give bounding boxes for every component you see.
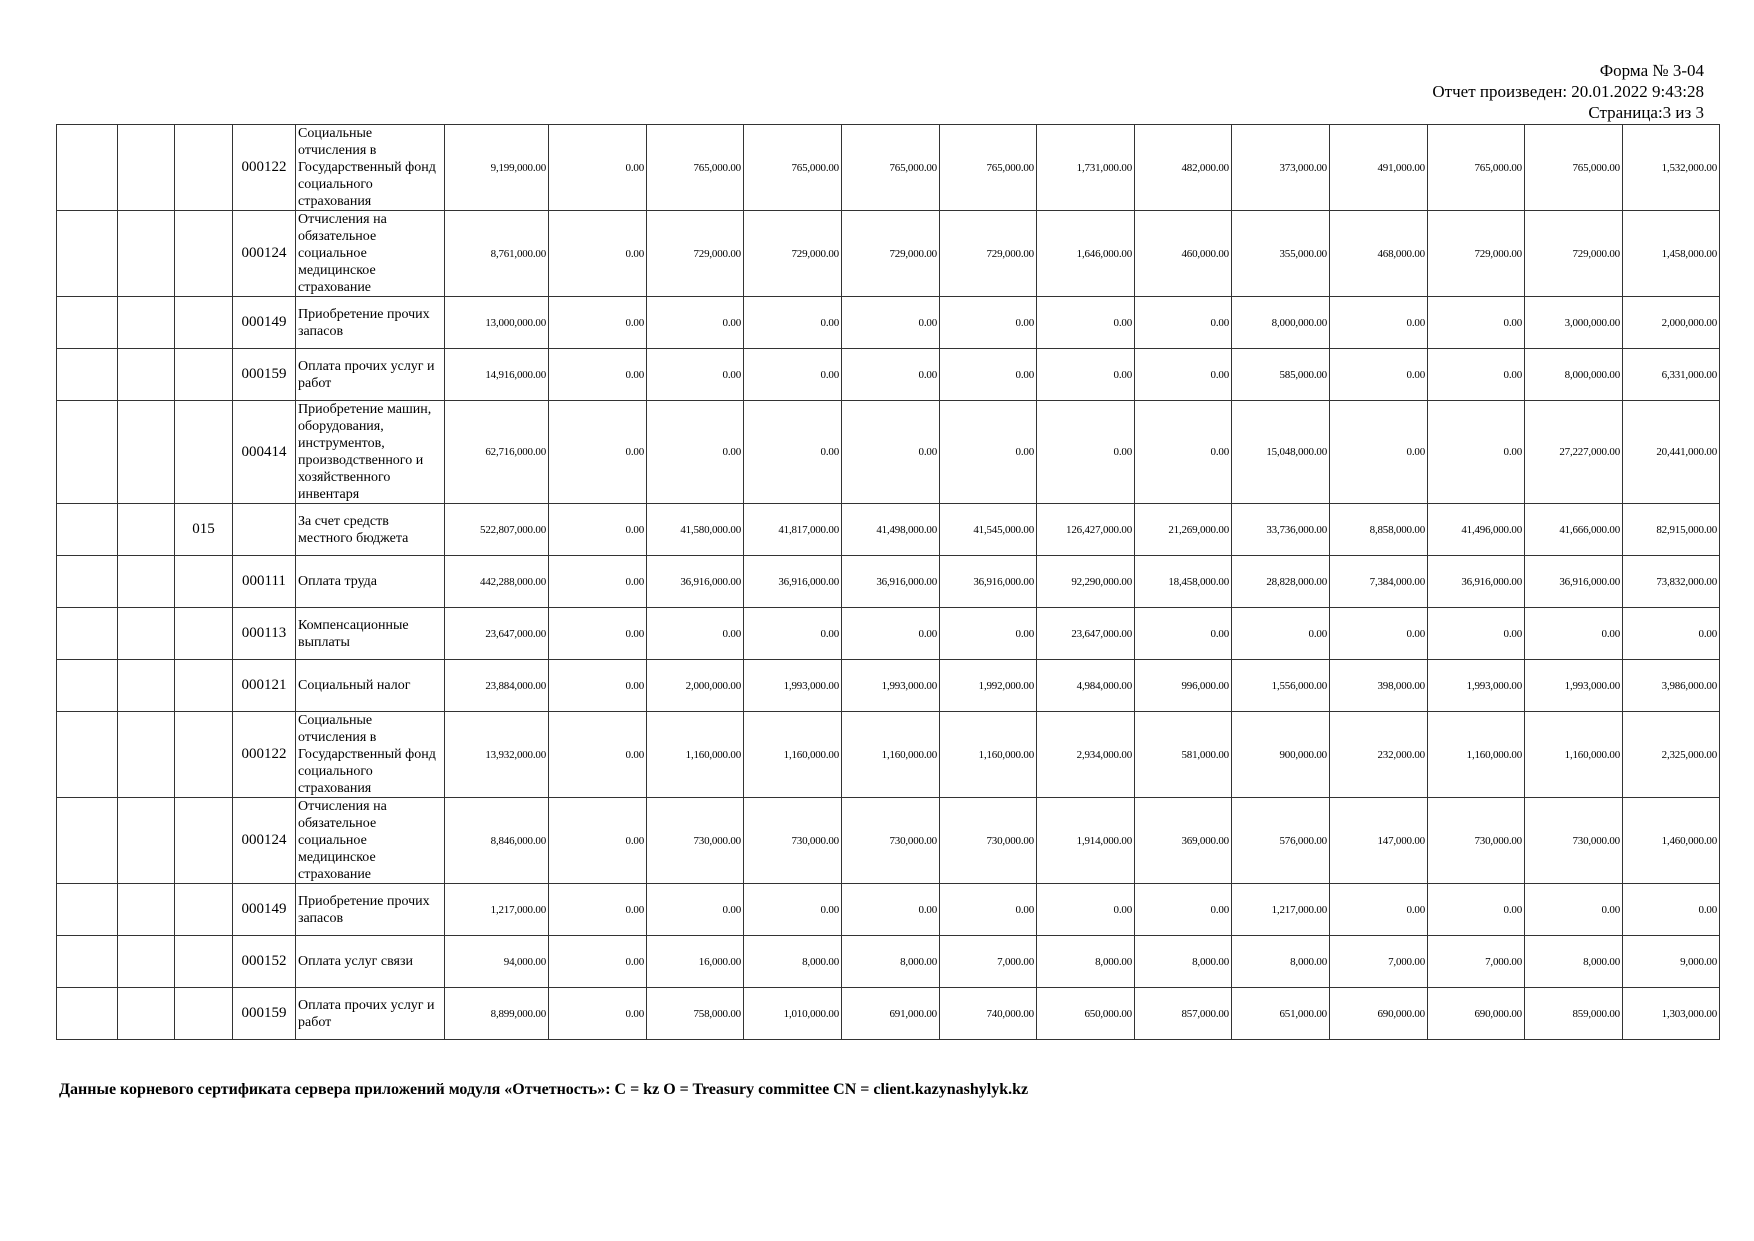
code-cell [57,401,118,504]
amount-cell: 0.00 [940,884,1037,936]
annual-total-cell: 23,884,000.00 [445,660,549,712]
page-indicator: Страница:3 из 3 [1588,103,1704,122]
amount-cell: 2,934,000.00 [1037,712,1135,798]
amount-cell: 0.00 [549,712,647,798]
item-name-cell: Приобретение прочих запасов [296,297,445,349]
amount-cell: 0.00 [1428,401,1525,504]
amount-cell: 1,914,000.00 [1037,798,1135,884]
specifics-code-cell: 000159 [233,349,296,401]
amount-cell: 7,000.00 [940,936,1037,988]
amount-cell: 729,000.00 [842,211,940,297]
program-code-cell [175,712,233,798]
specifics-code-cell: 000152 [233,936,296,988]
amount-cell: 7,000.00 [1330,936,1428,988]
amount-cell: 369,000.00 [1135,798,1232,884]
amount-cell: 0.00 [744,401,842,504]
table-row [57,297,1720,349]
program-code-cell [175,936,233,988]
amount-cell: 147,000.00 [1330,798,1428,884]
table-row [57,211,1720,297]
amount-cell: 690,000.00 [1428,988,1525,1040]
amount-cell: 41,817,000.00 [744,504,842,556]
report-generated-timestamp: Отчет произведен: 20.01.2022 9:43:28 [1432,82,1704,101]
amount-cell: 33,736,000.00 [1232,504,1330,556]
amount-cell: 1,731,000.00 [1037,125,1135,211]
amount-cell: 0.00 [1330,608,1428,660]
amount-cell: 41,545,000.00 [940,504,1037,556]
amount-cell: 859,000.00 [1525,988,1623,1040]
code-cell [118,712,175,798]
amount-cell: 0.00 [1330,349,1428,401]
amount-cell: 6,331,000.00 [1623,349,1720,401]
code-cell [57,125,118,211]
item-name-cell: За счет средств местного бюджета [296,504,445,556]
amount-cell: 7,000.00 [1428,936,1525,988]
table-row [57,884,1720,936]
amount-cell: 0.00 [549,401,647,504]
amount-cell: 9,000.00 [1623,936,1720,988]
amount-cell: 482,000.00 [1135,125,1232,211]
item-name-cell: Социальные отчисления в Государственный фонд социального страхования [296,712,445,798]
amount-cell: 1,646,000.00 [1037,211,1135,297]
amount-cell: 0.00 [1428,884,1525,936]
amount-cell: 730,000.00 [842,798,940,884]
amount-cell: 765,000.00 [744,125,842,211]
table-row [57,401,1720,504]
amount-cell: 0.00 [940,608,1037,660]
amount-cell: 0.00 [1135,401,1232,504]
specifics-code-cell: 000124 [233,211,296,297]
amount-cell: 729,000.00 [1428,211,1525,297]
code-cell [57,504,118,556]
amount-cell: 729,000.00 [1525,211,1623,297]
amount-cell: 0.00 [1037,401,1135,504]
amount-cell: 0.00 [549,125,647,211]
amount-cell: 2,325,000.00 [1623,712,1720,798]
amount-cell: 0.00 [842,349,940,401]
amount-cell: 0.00 [1525,608,1623,660]
item-name-cell: Компенсационные выплаты [296,608,445,660]
program-code-cell [175,125,233,211]
annual-total-cell: 13,000,000.00 [445,297,549,349]
amount-cell: 27,227,000.00 [1525,401,1623,504]
item-name-cell: Приобретение прочих запасов [296,884,445,936]
specifics-code-cell: 000122 [233,712,296,798]
budget-report-table [56,124,1720,1040]
specifics-code-cell: 000122 [233,125,296,211]
amount-cell: 1,532,000.00 [1623,125,1720,211]
code-cell [57,556,118,608]
specifics-code-cell: 000113 [233,608,296,660]
program-code-cell [175,608,233,660]
item-name-cell: Оплата труда [296,556,445,608]
amount-cell: 730,000.00 [1428,798,1525,884]
amount-cell: 41,496,000.00 [1428,504,1525,556]
amount-cell: 0.00 [1232,608,1330,660]
annual-total-cell: 8,846,000.00 [445,798,549,884]
amount-cell: 1,993,000.00 [1525,660,1623,712]
amount-cell: 1,992,000.00 [940,660,1037,712]
amount-cell: 8,858,000.00 [1330,504,1428,556]
code-cell [118,211,175,297]
amount-cell: 690,000.00 [1330,988,1428,1040]
item-name-cell: Отчисления на обязательное социальное медицинское страхование [296,798,445,884]
annual-total-cell: 62,716,000.00 [445,401,549,504]
code-cell [118,660,175,712]
report-header [1432,60,1704,123]
amount-cell: 730,000.00 [940,798,1037,884]
code-cell [57,660,118,712]
specifics-code-cell: 000149 [233,884,296,936]
program-code-cell [175,798,233,884]
amount-cell: 1,160,000.00 [1525,712,1623,798]
amount-cell: 0.00 [647,608,744,660]
table-row [57,798,1720,884]
amount-cell: 0.00 [1135,884,1232,936]
amount-cell: 15,048,000.00 [1232,401,1330,504]
amount-cell: 650,000.00 [1037,988,1135,1040]
amount-cell: 8,000.00 [744,936,842,988]
amount-cell: 0.00 [842,608,940,660]
amount-cell: 1,460,000.00 [1623,798,1720,884]
specifics-code-cell: 000414 [233,401,296,504]
item-name-cell: Отчисления на обязательное социальное медицинское страхование [296,211,445,297]
amount-cell: 0.00 [1037,297,1135,349]
amount-cell: 0.00 [647,297,744,349]
amount-cell: 0.00 [1135,608,1232,660]
code-cell [118,798,175,884]
amount-cell: 398,000.00 [1330,660,1428,712]
amount-cell: 740,000.00 [940,988,1037,1040]
amount-cell: 1,993,000.00 [744,660,842,712]
item-name-cell: Оплата прочих услуг и работ [296,988,445,1040]
annual-total-cell: 94,000.00 [445,936,549,988]
program-code-cell [175,401,233,504]
amount-cell: 36,916,000.00 [1428,556,1525,608]
table-row [57,125,1720,211]
amount-cell: 1,993,000.00 [842,660,940,712]
code-cell [118,936,175,988]
amount-cell: 8,000,000.00 [1232,297,1330,349]
program-code-cell [175,884,233,936]
amount-cell: 1,160,000.00 [647,712,744,798]
amount-cell: 232,000.00 [1330,712,1428,798]
amount-cell: 8,000.00 [1037,936,1135,988]
amount-cell: 460,000.00 [1135,211,1232,297]
code-cell [57,988,118,1040]
annual-total-cell: 14,916,000.00 [445,349,549,401]
code-cell [57,608,118,660]
amount-cell: 0.00 [549,297,647,349]
annual-total-cell: 1,217,000.00 [445,884,549,936]
amount-cell: 0.00 [549,211,647,297]
table-row [57,556,1720,608]
amount-cell: 36,916,000.00 [842,556,940,608]
amount-cell: 729,000.00 [940,211,1037,297]
amount-cell: 21,269,000.00 [1135,504,1232,556]
amount-cell: 691,000.00 [842,988,940,1040]
table-row [57,936,1720,988]
amount-cell: 730,000.00 [647,798,744,884]
program-code-cell [175,211,233,297]
amount-cell: 1,303,000.00 [1623,988,1720,1040]
amount-cell: 36,916,000.00 [940,556,1037,608]
amount-cell: 0.00 [1428,608,1525,660]
amount-cell: 857,000.00 [1135,988,1232,1040]
amount-cell: 1,160,000.00 [744,712,842,798]
table-row [57,660,1720,712]
amount-cell: 0.00 [1330,401,1428,504]
amount-cell: 373,000.00 [1232,125,1330,211]
annual-total-cell: 8,899,000.00 [445,988,549,1040]
code-cell [118,125,175,211]
amount-cell: 0.00 [1330,884,1428,936]
amount-cell: 0.00 [647,884,744,936]
amount-cell: 28,828,000.00 [1232,556,1330,608]
amount-cell: 8,000.00 [1135,936,1232,988]
amount-cell: 3,000,000.00 [1525,297,1623,349]
amount-cell: 0.00 [1135,349,1232,401]
amount-cell: 1,458,000.00 [1623,211,1720,297]
specifics-code-cell: 000149 [233,297,296,349]
program-code-cell [175,988,233,1040]
code-cell [57,712,118,798]
code-cell [57,211,118,297]
amount-cell: 23,647,000.00 [1037,608,1135,660]
code-cell [118,884,175,936]
amount-cell: 0.00 [647,349,744,401]
amount-cell: 36,916,000.00 [647,556,744,608]
item-name-cell: Социальный налог [296,660,445,712]
amount-cell: 0.00 [1623,608,1720,660]
amount-cell: 765,000.00 [1525,125,1623,211]
item-name-cell: Оплата услуг связи [296,936,445,988]
amount-cell: 765,000.00 [842,125,940,211]
code-cell [118,988,175,1040]
amount-cell: 0.00 [940,297,1037,349]
program-code-cell [175,660,233,712]
amount-cell: 585,000.00 [1232,349,1330,401]
amount-cell: 8,000.00 [1525,936,1623,988]
amount-cell: 4,984,000.00 [1037,660,1135,712]
code-cell [118,556,175,608]
form-number: Форма № 3-04 [1599,61,1704,80]
amount-cell: 758,000.00 [647,988,744,1040]
annual-total-cell: 13,932,000.00 [445,712,549,798]
amount-cell: 0.00 [842,401,940,504]
amount-cell: 0.00 [744,608,842,660]
amount-cell: 0.00 [744,349,842,401]
annual-total-cell: 8,761,000.00 [445,211,549,297]
program-code-cell [175,556,233,608]
amount-cell: 126,427,000.00 [1037,504,1135,556]
table-row [57,988,1720,1040]
amount-cell: 765,000.00 [647,125,744,211]
annual-total-cell: 522,807,000.00 [445,504,549,556]
amount-cell: 8,000,000.00 [1525,349,1623,401]
amount-cell: 0.00 [549,884,647,936]
amount-cell: 1,010,000.00 [744,988,842,1040]
amount-cell: 18,458,000.00 [1135,556,1232,608]
specifics-code-cell: 000124 [233,798,296,884]
amount-cell: 41,498,000.00 [842,504,940,556]
amount-cell: 0.00 [744,884,842,936]
amount-cell: 0.00 [744,297,842,349]
amount-cell: 765,000.00 [1428,125,1525,211]
amount-cell: 7,384,000.00 [1330,556,1428,608]
amount-cell: 73,832,000.00 [1623,556,1720,608]
amount-cell: 1,160,000.00 [842,712,940,798]
amount-cell: 0.00 [1525,884,1623,936]
amount-cell: 8,000.00 [1232,936,1330,988]
amount-cell: 0.00 [1330,297,1428,349]
code-cell [57,349,118,401]
amount-cell: 16,000.00 [647,936,744,988]
amount-cell: 0.00 [940,401,1037,504]
amount-cell: 651,000.00 [1232,988,1330,1040]
program-code-cell [175,297,233,349]
item-name-cell: Приобретение машин, оборудования, инструментов, производственного и хозяйственного инвентаря [296,401,445,504]
amount-cell: 581,000.00 [1135,712,1232,798]
amount-cell: 0.00 [1623,884,1720,936]
amount-cell: 0.00 [549,556,647,608]
amount-cell: 996,000.00 [1135,660,1232,712]
amount-cell: 8,000.00 [842,936,940,988]
code-cell [57,297,118,349]
annual-total-cell: 442,288,000.00 [445,556,549,608]
amount-cell: 468,000.00 [1330,211,1428,297]
amount-cell: 900,000.00 [1232,712,1330,798]
amount-cell: 0.00 [549,988,647,1040]
amount-cell: 576,000.00 [1232,798,1330,884]
amount-cell: 1,217,000.00 [1232,884,1330,936]
amount-cell: 0.00 [549,504,647,556]
amount-cell: 0.00 [1037,884,1135,936]
program-code-cell: 015 [175,504,233,556]
amount-cell: 355,000.00 [1232,211,1330,297]
amount-cell: 729,000.00 [647,211,744,297]
amount-cell: 2,000,000.00 [1623,297,1720,349]
amount-cell: 1,160,000.00 [1428,712,1525,798]
code-cell [57,884,118,936]
amount-cell: 730,000.00 [1525,798,1623,884]
amount-cell: 3,986,000.00 [1623,660,1720,712]
code-cell [118,297,175,349]
amount-cell: 0.00 [549,798,647,884]
amount-cell: 0.00 [842,884,940,936]
amount-cell: 0.00 [549,660,647,712]
amount-cell: 92,290,000.00 [1037,556,1135,608]
table-row [57,608,1720,660]
amount-cell: 0.00 [1037,349,1135,401]
annual-total-cell: 9,199,000.00 [445,125,549,211]
program-code-cell [175,349,233,401]
amount-cell: 0.00 [549,608,647,660]
certificate-footer: Данные корневого сертификата сервера приложений модуля «Отчетность»: C = kz O = Treasury committee CN = client.kazynashylyk.kz [59,1081,1029,1098]
table-row [57,504,1720,556]
amount-cell: 36,916,000.00 [1525,556,1623,608]
amount-cell: 765,000.00 [940,125,1037,211]
table-row [57,349,1720,401]
code-cell [118,608,175,660]
table-row [57,712,1720,798]
code-cell [57,798,118,884]
amount-cell: 1,160,000.00 [940,712,1037,798]
amount-cell: 1,556,000.00 [1232,660,1330,712]
amount-cell: 0.00 [549,349,647,401]
item-name-cell: Оплата прочих услуг и работ [296,349,445,401]
amount-cell: 491,000.00 [1330,125,1428,211]
amount-cell: 36,916,000.00 [744,556,842,608]
amount-cell: 0.00 [1428,349,1525,401]
amount-cell: 730,000.00 [744,798,842,884]
amount-cell: 0.00 [940,349,1037,401]
specifics-code-cell: 000111 [233,556,296,608]
amount-cell: 82,915,000.00 [1623,504,1720,556]
amount-cell: 41,666,000.00 [1525,504,1623,556]
amount-cell: 729,000.00 [744,211,842,297]
specifics-code-cell: 000121 [233,660,296,712]
code-cell [118,349,175,401]
specifics-code-cell [233,504,296,556]
amount-cell: 0.00 [1135,297,1232,349]
amount-cell: 0.00 [842,297,940,349]
code-cell [57,936,118,988]
amount-cell: 1,993,000.00 [1428,660,1525,712]
amount-cell: 2,000,000.00 [647,660,744,712]
amount-cell: 20,441,000.00 [1623,401,1720,504]
amount-cell: 0.00 [549,936,647,988]
amount-cell: 0.00 [1428,297,1525,349]
code-cell [118,504,175,556]
amount-cell: 0.00 [647,401,744,504]
item-name-cell: Социальные отчисления в Государственный фонд социального страхования [296,125,445,211]
annual-total-cell: 23,647,000.00 [445,608,549,660]
code-cell [118,401,175,504]
amount-cell: 41,580,000.00 [647,504,744,556]
specifics-code-cell: 000159 [233,988,296,1040]
